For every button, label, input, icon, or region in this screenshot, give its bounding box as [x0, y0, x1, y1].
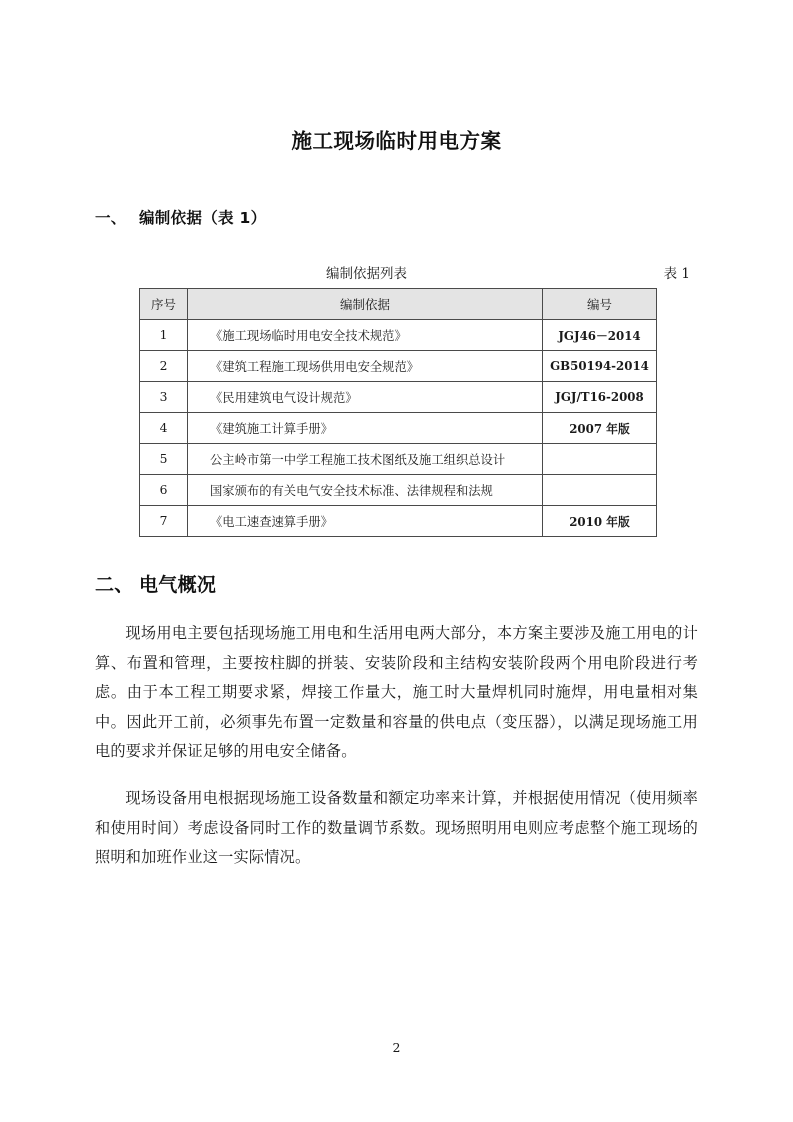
table-caption-label: 表 1 [663, 266, 690, 282]
cell-index: 4 [140, 413, 188, 444]
table-row [140, 444, 657, 475]
table-row [140, 382, 657, 413]
section-heading-2 [95, 537, 698, 597]
section-2-label: 电气概况 [139, 574, 217, 596]
table-caption-title: 编制依据列表 [326, 266, 407, 282]
table-row [140, 413, 657, 444]
cell-index: 1 [140, 320, 188, 351]
cell-code: JGJ/T16-2008 [543, 382, 657, 413]
table-row [140, 351, 657, 382]
table-header [140, 289, 657, 320]
table-body [140, 320, 657, 537]
section-2-number: 二、 [95, 574, 134, 596]
cell-code [543, 444, 657, 475]
compilation-basis-table [139, 288, 657, 537]
cell-code: JGJ46－2014 [543, 320, 657, 351]
cell-basis: 《民用建筑电气设计规范》 [188, 382, 543, 413]
cell-code: 2007 年版 [543, 413, 657, 444]
section-1-number: 一、 [95, 209, 127, 227]
body-paragraph-1: 现场用电主要包括现场施工用电和生活用电两大部分，本方案主要涉及施工用电的计算、布置和管理，主要按柱脚的拼装、安装阶段和主结构安装阶段两个用电阶段进行考虑。由于本工程工期要求紧，焊接工作量大，施工时大量焊机同时施焊，用电量相对集中。因此开工前，必须事先布置一定数量和容量的供电点（变压器），以满足现场施工用电的要求并保证足够的用电安全储备。 [95, 624, 698, 761]
cell-basis: 公主岭市第一中学工程施工技术图纸及施工组织总设计 [188, 444, 543, 475]
body-paragraph-2: 现场设备用电根据现场施工设备数量和额定功率来计算，并根据使用情况（使用频率和使用时间）考虑设备同时工作的数量调节系数。现场照明用电则应考虑整个施工现场的照明和加班作业这一实际情况。 [95, 788, 698, 867]
page-number: 2 [392, 1040, 401, 1055]
column-header-index: 序号 [140, 289, 188, 320]
cell-basis: 国家颁布的有关电气安全技术标准、法律规程和法规 [188, 475, 543, 506]
section-1-label: 编制依据（表 1） [139, 209, 267, 227]
cell-index: 3 [140, 382, 188, 413]
cell-basis: 《施工现场临时用电安全技术规范》 [188, 320, 543, 351]
cell-index: 6 [140, 475, 188, 506]
table-row [140, 506, 657, 537]
cell-index: 5 [140, 444, 188, 475]
table-header-row [140, 289, 657, 320]
table-row [140, 320, 657, 351]
cell-index: 7 [140, 506, 188, 537]
cell-basis: 《建筑工程施工现场供用电安全规范》 [188, 351, 543, 382]
cell-code: GB50194-2014 [543, 351, 657, 382]
page-title: 施工现场临时用电方案 [291, 129, 502, 153]
cell-code [543, 475, 657, 506]
table-caption [95, 264, 698, 284]
table-row [140, 475, 657, 506]
column-header-code: 编号 [543, 289, 657, 320]
section-heading-1 [95, 154, 698, 228]
column-header-basis: 编制依据 [188, 289, 543, 320]
cell-index: 2 [140, 351, 188, 382]
cell-basis: 《建筑施工计算手册》 [188, 413, 543, 444]
cell-basis: 《电工速查速算手册》 [188, 506, 543, 537]
cell-code: 2010 年版 [543, 506, 657, 537]
